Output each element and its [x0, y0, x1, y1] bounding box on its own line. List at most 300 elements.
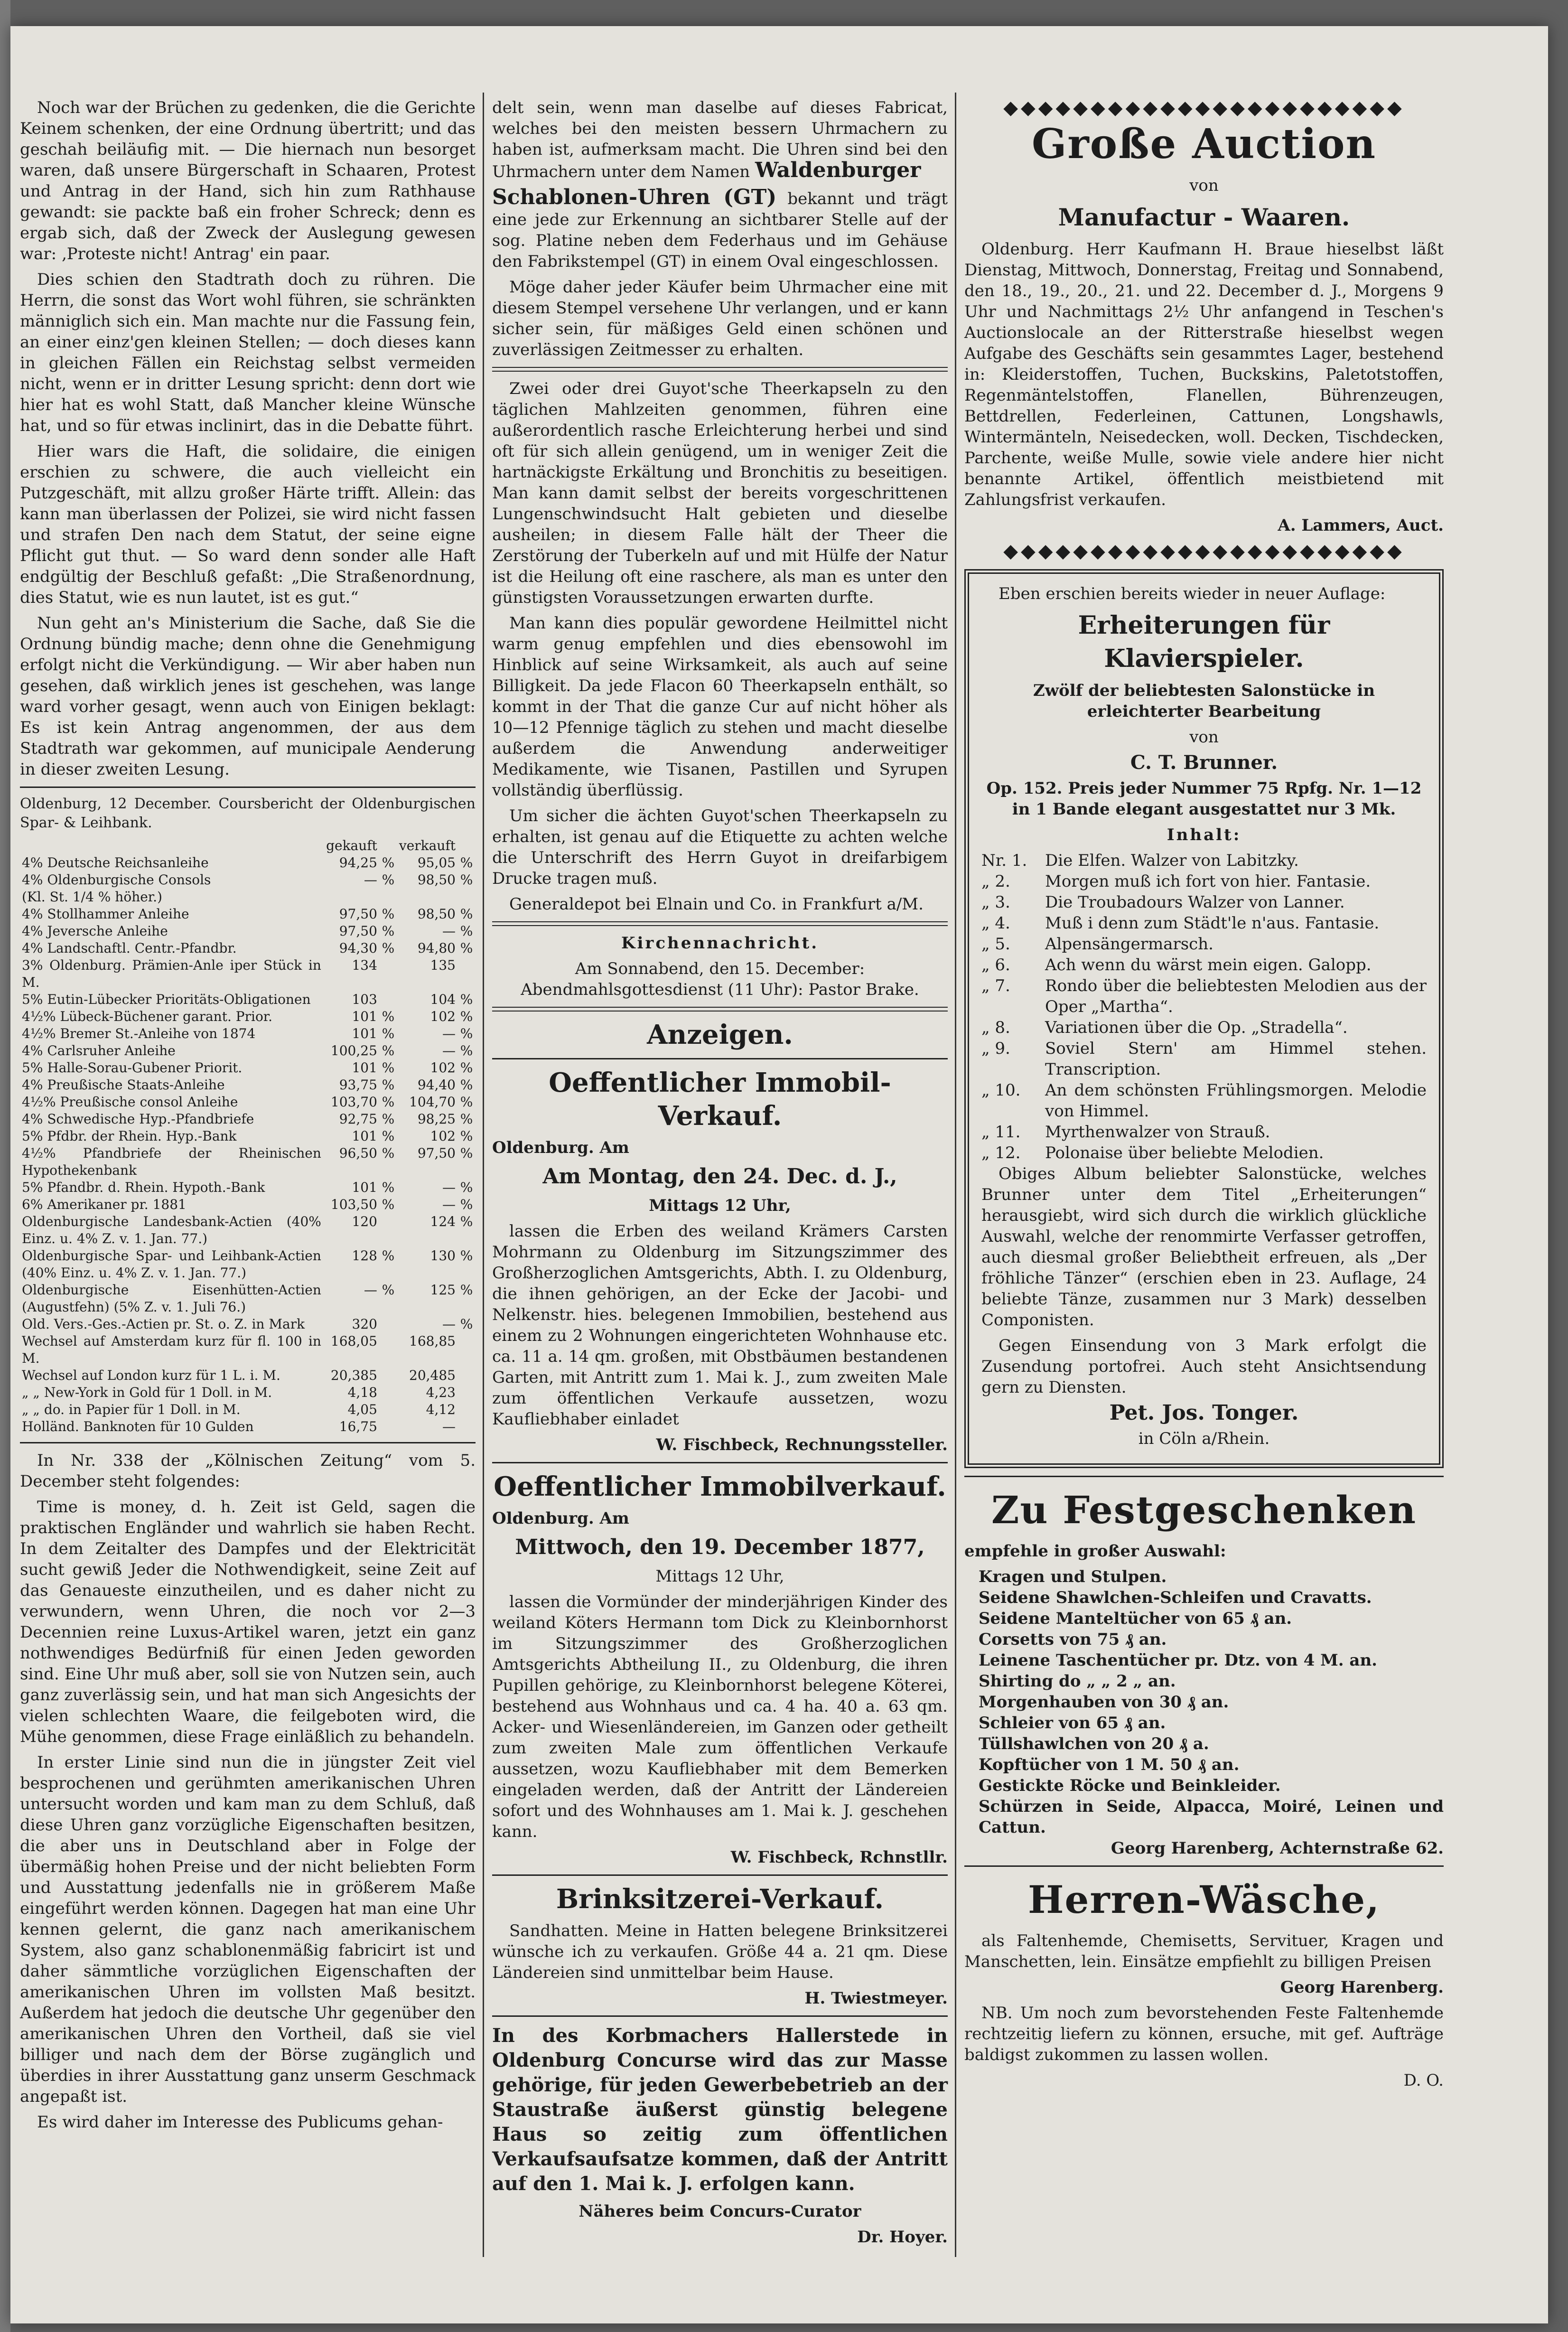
course-cell: % — [460, 1077, 473, 1093]
course-cell: 130 — [430, 1248, 456, 1264]
course-cell: 5% Eutin-Lübecker Prioritäts-Obligationen — [22, 992, 311, 1007]
course-cell: 320 — [352, 1316, 377, 1332]
course-cell: % — [460, 872, 473, 888]
piano-item-title: An dem schönsten Frühlingsmorgen. Melodie von Himmel. — [1045, 1081, 1427, 1121]
course-row — [20, 1333, 476, 1367]
course-row — [20, 1025, 476, 1042]
piano-author: C. T. Brunner. — [1130, 751, 1278, 774]
fest-items-list — [964, 1566, 1444, 1838]
course-cell — [379, 991, 397, 1008]
ad1-signature: W. Fischbeck, Rechnungssteller. — [656, 1435, 948, 1454]
piano-item-number: „ 3. — [981, 893, 1010, 912]
herren-initials: D. O. — [1403, 2071, 1444, 2090]
piano-item-number: „ 7. — [981, 976, 1010, 995]
fest-item: Seidene Manteltücher von 65 ₰ an. — [979, 1609, 1292, 1628]
divider — [492, 2015, 948, 2017]
divider — [20, 1442, 476, 1443]
article-paragraph: Nun geht an's Ministerium die Sache, daß Sie die Ordnung bündig mache; denn ohne die Genehmigung erfolgt nicht die Verkündigung. — Wir aber haben nun gesehen, daß wirklich jenes ist geschehen, was lange ward vorher gesagt, wenn auch von Einigen beklagt: Es ist kein Antrag angenommen, der aus dem Stadtrath war gekommen, auf municipale Aenderung in dieser zweiten Lesung. — [20, 614, 476, 779]
piano-item-number: „ 6. — [981, 955, 1010, 974]
fest-item: Kragen und Stulpen. — [979, 1567, 1167, 1586]
ad2-place: Oldenburg. Am — [492, 1509, 629, 1528]
course-cell — [323, 889, 379, 906]
course-cell: — — [442, 1026, 456, 1041]
course-cell: % — [460, 1316, 473, 1332]
piano-item-title: Die Troubadours Walzer von Lanner. — [1045, 893, 1345, 912]
course-row — [20, 1367, 476, 1384]
course-cell: Oldenburgische Eisenhütten-Actien (Augustfehn) (5% Z. v. 1. Juli 76.) — [22, 1282, 321, 1315]
column-1 — [20, 97, 476, 2137]
course-cell: % — [382, 906, 395, 922]
course-row — [20, 923, 476, 940]
course-cell: 101 — [352, 1060, 377, 1076]
course-cell: 168,05 — [330, 1333, 377, 1349]
course-cell: (Kl. St. 1/4 % höher.) — [22, 889, 162, 905]
divider — [492, 1007, 948, 1011]
column-rule — [955, 93, 956, 2257]
ornament-row: ◆◆◆◆◆◆◆◆◆◆◆◆◆◆◆◆◆◆◆◆◆◆◆ — [1003, 541, 1405, 562]
auction-signature: A. Lammers, Auct. — [1278, 516, 1444, 535]
piano-item — [981, 1080, 1427, 1122]
course-cell: 128 — [352, 1248, 377, 1264]
course-row — [20, 991, 476, 1008]
course-cell: % — [460, 1282, 473, 1298]
course-cell: 135 — [430, 957, 456, 973]
ad4-text: In des Korbmachers Hallerstede in Oldenburg Concurse wird das zur Masse gehörige, für jeden Gewerbebetrieb an der Staustraße äußerst günstig belegene Haus so zeitig zum öffentlichen Verkaufsaufsatze kommen, daß der Antritt auf den 1. Mai k. J. erfolgen kann. — [492, 2024, 948, 2195]
divider — [20, 787, 476, 788]
fest-signature: Georg Harenberg, Achternstraße 62. — [1111, 1839, 1444, 1858]
course-cell — [379, 1213, 397, 1247]
fest-item: Shirting do „ „ 2 „ an. — [979, 1672, 1176, 1691]
course-cell: 4,18 — [347, 1385, 377, 1400]
fest-item: Kopftücher von 1 M. 50 ₰ an. — [979, 1755, 1240, 1774]
auction-von: von — [1189, 176, 1219, 195]
course-cell: 4½% Pfandbriefe der Rheinischen Hypothekenbank — [22, 1145, 321, 1178]
course-col-bought: gekauft — [326, 838, 377, 853]
course-cell: % — [460, 1145, 473, 1161]
piano-title: Erheiterungen für Klavierspieler. — [1078, 611, 1330, 673]
guyot-paragraph: Man kann dies populär gewordene Heilmittel nicht warm genug empfehlen und dies ebensowohl im Hinblick auf seine Wirksamkeit, als auch auf seine Billigkeit. Da jede Flacon 60 Theerkapseln enthält, so kommt in der That die ganze Cur auf nicht höher als 10—12 Pfennige täglich zu stehen und macht dieselbe außerdem die Anwendung anderweitiger Medikamente, wie Tisanen, Pastillen und Syrupen vollständig überflüssig. — [492, 614, 948, 800]
course-cell: 4% Preußische Staats-Anleihe — [22, 1077, 225, 1093]
fest-title: Zu Festgeschenken — [991, 1488, 1417, 1532]
course-row — [20, 1111, 476, 1128]
course-cell: 4% Landschaftl. Centr.-Pfandbr. — [22, 940, 237, 956]
course-cell: % — [460, 1094, 473, 1110]
course-cell — [379, 1401, 397, 1418]
course-cell: 4,12 — [426, 1402, 456, 1417]
course-row — [20, 1247, 476, 1282]
piano-item — [981, 871, 1427, 892]
ad1-time: Mittags 12 Uhr, — [649, 1196, 791, 1215]
course-cell — [457, 1384, 476, 1401]
course-cell — [457, 1418, 476, 1435]
course-cell: 96,50 — [339, 1145, 377, 1161]
newspaper-page — [10, 26, 1548, 2323]
article-paragraph: Noch war der Brüchen zu gedenken, die die Gerichte Keinem schenken, der eine Ordnung übertritt; und das geschah beiläufig mit. — Die hiernach nun besorget waren, daß unsere Bürgerschaft in Schaaren, Protest und Antrag in der Hand, sich hin zum Rathhause gewandt: sie packte baß ein froher Schreck; denn es ergab sich, daß der Zweck der Auslegung gewesen war: ‚Proteste nicht! Antrag' ein paar. — [20, 98, 476, 263]
course-cell: % — [460, 1060, 473, 1076]
course-cell: 97,50 — [339, 906, 377, 922]
course-cell: % — [460, 1248, 473, 1264]
course-cell: 20,485 — [409, 1367, 456, 1383]
course-col-sold: verkauft — [399, 838, 456, 853]
course-cell: % — [460, 992, 473, 1007]
course-cell: — — [364, 872, 377, 888]
course-row — [20, 854, 476, 871]
auction-goods: Manufactur - Waaren. — [1058, 203, 1350, 231]
course-cell: 92,75 — [339, 1111, 377, 1127]
course-cell — [457, 1367, 476, 1384]
piano-item-number: Nr. 1. — [981, 851, 1027, 870]
course-row — [20, 1384, 476, 1401]
course-cell: „ „ New-York in Gold für 1 Doll. in M. — [22, 1385, 272, 1400]
divider — [492, 1874, 948, 1876]
divider — [964, 1476, 1444, 1477]
course-cell: 102 — [430, 1060, 456, 1076]
course-cell: Wechsel auf Amsterdam kurz für fl. 100 in M. — [22, 1333, 321, 1366]
course-cell: Oldenburgische Landesbank-Actien (40% Einz. u. 4% Z. v. 1. Jan. 77.) — [22, 1214, 321, 1246]
fest-item: Leinene Taschentücher pr. Dtz. von 4 M. an. — [979, 1651, 1378, 1670]
course-cell: Wechsel auf London kurz für 1 L. i. M. — [22, 1367, 280, 1383]
watch-text-continued — [492, 97, 948, 182]
course-cell: 101 — [352, 1026, 377, 1041]
column-2 — [492, 97, 948, 2252]
divider — [492, 921, 948, 926]
piano-text: Obiges Album beliebter Salonstücke, welches Brunner unter dem Titel „Erheiterungen“ herausgiebt, wird sich durch die wirklich glückliche Auswahl, welche der renommirte Verfasser getroffen, auch diesmal großer Beliebtheit erfreuen, als „Der fröhliche Tänzer“ (erschien eben in 23. Auflage, 24 beliebte Tänze, zusammen nur 3 Mark) desselben Componisten. — [981, 1164, 1427, 1330]
piano-item-title: Variationen über die Op. „Stradella“. — [1045, 1018, 1348, 1037]
course-cell: 168,85 — [409, 1333, 456, 1349]
course-cell: 94,25 — [339, 855, 377, 871]
course-cell: 98,50 — [417, 906, 456, 922]
piano-item — [981, 850, 1427, 871]
course-cell: 3% Oldenburg. Prämien-Anle iper Stück in M. — [22, 957, 321, 990]
watch-text-a: delt sein, wenn man daselbe auf dieses Fabricat, welches bei den meisten bessern Uhrmachern zu haben ist, aufmerksam macht. Die Uhren sind bei den Uhrmachern unter dem Namen — [492, 98, 948, 181]
piano-item — [981, 913, 1427, 934]
course-cell: % — [382, 855, 395, 871]
fest-item: Seidene Shawlchen-Schleifen und Cravatts. — [979, 1588, 1372, 1607]
course-row — [20, 1401, 476, 1418]
piano-publisher: Pet. Jos. Tonger. — [1109, 1401, 1299, 1425]
guyot-paragraph: Zwei oder drei Guyot'sche Theerkapseln zu den täglichen Mahlzeiten genommen, führen eine außerordentlich rasche Erleichterung herbei und sind oft für sich allein genügend, um in weniger Zeit die hartnäckigste Erkältung und Bronchitis zu beseitigen. Man kann damit selbst der bereits vorgeschrittenen Lungenschwindsucht Halt gebieten und dieselbe ausheilen; in diesem Falle hält der Theer die Zerstörung der Tuberkeln auf und mit Hülfe der Natur ist die Heilung oft eine raschere, als man es unter den günstigsten Voraussetzungen erwarten durfte. — [492, 379, 948, 607]
course-cell: 100,25 — [330, 1043, 377, 1058]
course-cell — [379, 1316, 397, 1333]
course-cell — [379, 1367, 397, 1384]
course-cell: % — [382, 1197, 395, 1212]
article-paragraph: Hier wars die Haft, die solidaire, die einigen erschien zu schwere, die auch vielleicht ein Putzgeschäft, mit allzu großer Härte trifft. Allein: das kann man überlassen der Polizei, sie wird nicht fassen und strafen Den nach dem Statut, der seine eigne Pflicht gut thut. — So ward denn sonder alle Haft endgültig der Beschluß gefaßt: „Die Straßenordnung, dies Statut, wie es nun lautet, ist es gut.“ — [20, 442, 476, 607]
course-cell — [397, 889, 457, 906]
herren-signature: Georg Harenberg. — [1280, 1978, 1444, 1997]
watch-brand-title: Schablonen-Uhren (GT) — [492, 185, 777, 209]
piano-item-title: Die Elfen. Walzer von Labitzky. — [1045, 851, 1299, 870]
course-row — [20, 1042, 476, 1059]
watch-article-paragraph: In Nr. 338 der „Kölnischen Zeitung“ vom 5. December steht folgendes: — [20, 1451, 476, 1491]
course-cell: % — [382, 872, 395, 888]
course-cell: 120 — [352, 1214, 377, 1229]
course-cell: % — [460, 1197, 473, 1212]
course-cell: 20,385 — [330, 1367, 377, 1383]
course-cell: % — [382, 1282, 395, 1298]
guyot-paragraph: Generaldepot bei Elnain und Co. in Frankfurt a/M. — [509, 895, 924, 914]
course-cell: 5% Halle-Sorau-Gubener Priorit. — [22, 1060, 243, 1076]
ad1-date: Am Montag, den 24. Dec. d. J., — [542, 1164, 897, 1189]
piano-item-number: „ 8. — [981, 1018, 1010, 1037]
piano-item-title: Muß i denn zum Städt'le n'aus. Fantasie. — [1045, 914, 1380, 933]
ad1-title: Oeffentlicher Immobil-Verkauf. — [549, 1067, 891, 1132]
course-cell: 95,05 — [417, 855, 456, 871]
course-row — [20, 906, 476, 923]
course-cell: Holländ. Banknoten für 10 Gulden — [22, 1419, 254, 1434]
column-3 — [964, 97, 1444, 2096]
course-cell: 104,70 — [409, 1094, 456, 1110]
course-cell: % — [382, 1077, 395, 1093]
course-cell: % — [382, 1060, 395, 1076]
article-paragraph: Dies schien den Stadtrath doch zu rühren. Die Herrn, die sonst das Wort wohl führen, sie schränkten männiglich sich ein. Man machte nur die Fassung fein, an einer einz'gen kleinen Stellen; — doch dieses kann in gleichen Fällen ein Reichstag selbst vermeiden nicht, wenn er in dritter Lesung spricht: denn dort wie hier hat es wohl Statt, daß Mancher kleine Wünsche hat, und so für etwas inclinirt, das in die Debatte führt. — [20, 270, 476, 435]
course-row — [20, 957, 476, 991]
course-cell: % — [460, 923, 473, 939]
ad4-subline: Näheres beim Concurs-Curator — [579, 2202, 861, 2221]
watch-article-paragraph: In erster Linie sind nun die in jüngster Zeit viel besprochenen und gerühmten amerikanischen Uhren untersucht worden und kam man zu dem Schluß, daß diese Uhren ganz vorzügliche Eigenschaften besitzen, die aber uns in Deutschland aber in Folge der übermäßig hohen Preise und der nicht beliebten Form und Ausstattung jedenfalls nie in größerem Maße eingeführt werden können. Dagegen hat man eine Uhr kennen gelernt, die ganz nach amerikanischem System, also ganz schablonenmäßig fabricirt ist und daher sämmtliche vorzüglichen Eigenschaften der amerikanischen Uhren im vollsten Maß besitzt. Außerdem hat jedoch die deutsche Uhr gegenüber den amerikanischen Uhren den Vortheil, daß sie viel billiger und nach dem der Börse zugänglich und überdies in ihrer Ausstattung ganz unserm Geschmack angepaßt ist. — [20, 1753, 476, 2106]
course-cell: 4½% Lübeck-Büchener garant. Prior. — [22, 1009, 273, 1024]
course-cell — [457, 889, 476, 906]
herren-text: als Faltenhemde, Chemisetts, Servituer, Kragen und Manschetten, lein. Einsätze empfiehlt zu billigen Preisen — [964, 1931, 1444, 1971]
course-row — [20, 1282, 476, 1316]
fest-item: Schürzen in Seide, Alpacca, Moiré, Leinen und Cattun. — [979, 1797, 1444, 1837]
course-cell: % — [382, 1009, 395, 1024]
course-cell — [379, 1333, 397, 1367]
piano-item — [981, 1143, 1427, 1163]
piano-item — [981, 1017, 1427, 1038]
course-row — [20, 940, 476, 957]
fest-intro: empfehle in großer Auswahl: — [964, 1542, 1226, 1561]
course-cell: 6% Amerikaner pr. 1881 — [22, 1197, 187, 1212]
course-cell: % — [460, 1026, 473, 1041]
course-cell: 94,40 — [417, 1077, 456, 1093]
course-cell: 124 — [430, 1214, 456, 1229]
piano-item-number: „ 12. — [981, 1143, 1021, 1162]
divider — [492, 367, 948, 372]
course-cell — [457, 957, 476, 991]
course-cell: 4½% Preußische consol Anleihe — [22, 1094, 238, 1110]
course-cell — [379, 1418, 397, 1435]
course-cell: 103,70 — [330, 1094, 377, 1110]
herren-nb: NB. Um noch zum bevorstehenden Feste Faltenhemde rechtzeitig liefern zu können, ersuche, mit gef. Aufträge baldigst zukommen zu lassen wollen. — [964, 2004, 1444, 2064]
course-cell: 101 — [352, 1009, 377, 1024]
piano-contents-heading: Inhalt: — [1167, 825, 1241, 844]
course-cell: 5% Pfandbr. d. Rhein. Hypoth.-Bank — [22, 1180, 265, 1195]
course-cell: 98,25 — [417, 1111, 456, 1127]
course-cell: 103,50 — [330, 1197, 377, 1212]
course-cell: 97,50 — [339, 923, 377, 939]
course-cell: % — [460, 1180, 473, 1195]
course-cell: 134 — [352, 957, 377, 973]
piano-item-title: Myrthenwalzer von Strauß. — [1045, 1123, 1270, 1142]
divider — [964, 1865, 1444, 1867]
course-cell — [379, 957, 397, 991]
course-cell: % — [382, 1094, 395, 1110]
course-row — [20, 1179, 476, 1196]
course-cell: — — [442, 1316, 456, 1332]
course-cell: — — [364, 1282, 377, 1298]
course-row — [20, 1077, 476, 1094]
course-cell: % — [382, 1248, 395, 1264]
course-cell: — — [442, 1043, 456, 1058]
course-cell: 94,80 — [417, 940, 456, 956]
ad1-text: lassen die Erben des weiland Krämers Carsten Mohrmann zu Oldenburg im Sitzungszimmer des Großherzoglichen Amtsgerichts, Abth. I. zu Oldenburg, die ihnen gehörigen, an der Ecke der Jacobi- und Nelkenstr. hies. belegenen Immobilien, bestehend aus einem zu 2 Wohnungen eingerichteten Wohnhause etc. ca. 11 a. 14 qm. großen, mit Obstbäumen bestandenen Garten, mit Antritt zum 1. Mai k. J., zum zweiten Male zum öffentlichen Verkaufe aussetzen, wozu Kaufliebhaber einladet — [492, 1222, 948, 1429]
course-cell — [457, 1333, 476, 1367]
church-heading: Kirchennachricht. — [621, 934, 819, 953]
course-cell: % — [460, 1009, 473, 1024]
course-cell: 4% Stollhammer Anleihe — [22, 906, 189, 922]
piano-item-number: „ 10. — [981, 1081, 1021, 1100]
divider — [492, 1058, 948, 1059]
piano-item — [981, 934, 1427, 955]
course-row — [20, 1008, 476, 1025]
church-text: Am Sonnabend, den 15. December: Abendmahlsgottesdienst (11 Uhr): Pastor Brake. — [521, 959, 919, 999]
guyot-paragraph: Um sicher die ächten Guyot'schen Theerkapseln zu erhalten, ist genau auf die Etiquette zu achten welche die Unterschrift des Herrn Guyot in dreifarbigem Drucke tragen muß. — [492, 806, 948, 888]
course-row — [20, 1128, 476, 1145]
course-cell: Old. Vers.-Ges.-Actien pr. St. o. Z. in Mark — [22, 1316, 305, 1332]
ad1-place: Oldenburg. Am — [492, 1138, 629, 1157]
piano-item-title: Rondo über die beliebtesten Melodien aus der Oper „Martha“. — [1045, 976, 1427, 1016]
ad2-date: Mittwoch, den 19. December 1877, — [515, 1535, 925, 1559]
piano-subtitle: Zwölf der beliebtesten Salonstücke in erleichterter Bearbeitung — [1033, 681, 1375, 721]
course-cell: % — [460, 1128, 473, 1144]
piano-item — [981, 1122, 1427, 1143]
ad2-signature: W. Fischbeck, Rchnstllr. — [730, 1848, 948, 1867]
course-cell: % — [382, 1180, 395, 1195]
course-row — [20, 1094, 476, 1111]
course-cell: % — [382, 940, 395, 956]
course-cell: % — [460, 1214, 473, 1229]
piano-price: Op. 152. Preis jeder Nummer 75 Rpfg. Nr. 1—12 in 1 Bande elegant ausgestattet nur 3 Mk. — [986, 779, 1422, 819]
fest-item: Morgenhauben von 30 ₰ an. — [979, 1693, 1229, 1712]
ad3-text: Sandhatten. Meine in Hatten belegene Brinksitzerei wünsche ich zu verkaufen. Größe 44 a. 21 qm. Diese Ländereien sind unmittelbar beim Hause. — [492, 1921, 948, 1982]
course-row — [20, 871, 476, 889]
course-cell: 94,30 — [339, 940, 377, 956]
piano-place: in Cöln a/Rhein. — [1138, 1429, 1270, 1448]
course-cell: % — [460, 855, 473, 871]
course-cell: 101 — [352, 1128, 377, 1144]
herren-title: Herren-Wäsche, — [1027, 1877, 1381, 1922]
course-cell: 97,50 — [417, 1145, 456, 1161]
course-row — [20, 1059, 476, 1077]
course-row — [20, 1213, 476, 1247]
course-heading: Oldenburg, 12 December. Coursbericht der Oldenburgischen Spar- & Leihbank. — [20, 796, 476, 831]
ornament-row: ◆◆◆◆◆◆◆◆◆◆◆◆◆◆◆◆◆◆◆◆◆◆◆ — [1003, 97, 1405, 118]
course-cell: % — [460, 940, 473, 956]
course-cell — [379, 889, 397, 906]
course-cell: 102 — [430, 1128, 456, 1144]
piano-von: von — [1189, 728, 1219, 747]
fest-item: Schleier von 65 ₰ an. — [979, 1714, 1166, 1733]
course-cell: 98,50 — [417, 872, 456, 888]
auction-text: Oldenburg. Herr Kaufmann H. Braue hieselbst läßt Dienstag, Mittwoch, Donnerstag, Freitag und Sonnabend, den 18., 19., 20., 21. und 22. December d. J., Morgens 9 Uhr und Nachmittags 2½ Uhr anfangend in Teschen's Auctionslocale an der Ritterstraße hieselbst wegen Aufgabe des Geschäfts sein gesammtes Lager, bestehend in: Kleiderstoffen, Tuchen, Buckskins, Paletotstoffen, Regenmäntelstoffen, Flanellen, Bührenzeugen, Bettdrellen, Federleinen, Cattunen, Longshawls, Wintermänteln, Neisedecken, woll. Decken, Tischdecken, Parchente, weiße Mulle, sowie viele andere hier nicht benannte Artikel, öffentlich meistbietend mit Zahlungsfrist verkaufen. — [964, 240, 1444, 509]
course-cell: 4,05 — [347, 1402, 377, 1417]
course-cell: % — [460, 1043, 473, 1058]
course-cell: 4% Schwedische Hyp.-Pfandbriefe — [22, 1111, 254, 1127]
column-rule — [483, 93, 484, 2257]
piano-text2: Gegen Einsendung von 3 Mark erfolgt die Zusendung portofrei. Auch steht Ansichtsendung gern zu Diensten. — [981, 1336, 1427, 1397]
piano-contents-list — [981, 850, 1427, 1163]
piano-item — [981, 892, 1427, 913]
piano-item-title: Ach wenn du wärst mein eigen. Galopp. — [1045, 955, 1372, 974]
course-cell: 16,75 — [339, 1419, 377, 1434]
course-cell: 5% Pfdbr. der Rhein. Hyp.-Bank — [22, 1128, 237, 1144]
ad3-title: Brinksitzerei-Verkauf. — [556, 1883, 884, 1915]
course-cell: 4% Deutsche Reichsanleihe — [22, 855, 209, 871]
course-cell — [457, 1401, 476, 1418]
piano-item-number: „ 5. — [981, 935, 1010, 954]
piano-ad-frame — [964, 569, 1444, 1468]
course-cell: % — [382, 1026, 395, 1041]
course-row — [20, 1418, 476, 1435]
course-cell: % — [460, 906, 473, 922]
piano-item-number: „ 11. — [981, 1123, 1021, 1142]
course-row — [20, 1316, 476, 1333]
course-row — [20, 1196, 476, 1213]
ad2-text: lassen die Vormünder der minderjährigen Kinder des weiland Köters Hermann tom Dick zu Kleinbornhorst im Sitzungszimmer des Großherzoglichen Amtsgerichts Abtheilung II., zu Oldenburg, die ihren Pupillen gehörige, zu Kleinbornhorst belegene Köterei, bestehend aus Wohnhaus und ca. 4 ha. 40 a. 63 qm. Acker- und Wiesenländereien, im Ganzen oder getheilt zum zweiten Male zum öffentlichen Verkaufe aussetzen, wozu Kaufliebhaber mit dem Bemerken eingeladen werden, daß der Antritt der Ländereien sofort und des Wohnhauses am 1. Mai k. J. geschehen kann. — [492, 1592, 948, 1841]
course-cell: % — [382, 923, 395, 939]
course-table — [20, 837, 476, 1435]
course-row — [20, 889, 476, 906]
course-cell: 4,23 — [426, 1385, 456, 1400]
scan-left-edge — [0, 0, 10, 2332]
watch-text-b: bekannt und trägt eine jede zur Erkennung an sichtbarer Stelle auf der sog. Platine neben dem Federhaus und im Gehäuse den Fabrikstempel (GT) in einem Oval eingeschlossen. — [492, 189, 948, 271]
ad2-title: Oeffentlicher Immobilverkauf. — [494, 1471, 946, 1502]
fest-item: Tüllshawlchen von 20 ₰ a. — [979, 1734, 1209, 1753]
fest-item: Gestickte Röcke und Beinkleider. — [979, 1776, 1281, 1795]
course-cell: — — [442, 1419, 456, 1434]
ad4-signature: Dr. Hoyer. — [857, 2228, 948, 2247]
divider — [492, 1462, 948, 1463]
watch-brand-name: Waldenburger — [755, 158, 921, 182]
course-cell: 102 — [430, 1009, 456, 1024]
course-cell: 4½% Bremer St.-Anleihe von 1874 — [22, 1026, 256, 1041]
piano-item — [981, 955, 1427, 975]
course-cell: % — [382, 1128, 395, 1144]
course-cell: % — [382, 1145, 395, 1161]
piano-item-title: Alpensängermarsch. — [1045, 935, 1213, 954]
course-cell: — — [442, 923, 456, 939]
course-cell: 104 — [430, 992, 456, 1007]
ad2-time: Mittags 12 Uhr, — [655, 1567, 784, 1586]
course-cell: 4% Jeversche Anleihe — [22, 923, 168, 939]
course-cell: % — [382, 1043, 395, 1058]
course-cell: „ „ do. in Papier für 1 Doll. in M. — [22, 1402, 241, 1417]
course-cell: 4% Oldenburgische Consols — [22, 872, 211, 888]
watch-text-c: Möge daher jeder Käufer beim Uhrmacher eine mit diesem Stempel versehene Uhr verlangen, und er kann sicher sein, für mäßiges Geld einen schönen und zuverlässigen Zeitmesser zu erhalten. — [492, 278, 948, 359]
piano-item-title: Polonaise über beliebte Melodien. — [1045, 1143, 1324, 1162]
ads-heading: Anzeigen. — [647, 1019, 793, 1050]
auction-title: Große Auction — [1031, 120, 1376, 168]
course-cell: % — [382, 1111, 395, 1127]
piano-item-title: Soviel Stern' am Himmel stehen. Transcription. — [1045, 1039, 1427, 1079]
course-cell: 93,75 — [339, 1077, 377, 1093]
fest-item: Corsetts von 75 ₰ an. — [979, 1630, 1167, 1649]
piano-intro: Eben erschien bereits wieder in neuer Auflage: — [999, 584, 1386, 603]
course-row — [20, 1145, 476, 1179]
course-cell: 125 — [430, 1282, 456, 1298]
course-cell: % — [460, 1111, 473, 1127]
piano-item — [981, 1038, 1427, 1080]
piano-item-title: Morgen muß ich fort von hier. Fantasie. — [1045, 872, 1371, 891]
course-cell: — — [442, 1180, 456, 1195]
watch-article-paragraph: Time is money, d. h. Zeit ist Geld, sagen die praktischen Engländer und wahrlich sie haben Recht. In dem Zeitalter des Dampfes und der Elektricität sucht gewiß Jeder die Nothwendigkeit, seine Zeit auf das Genaueste einzutheilen, und es daher nicht zu verwundern, wenn Uhren, die noch vor 2—3 Decennien reine Luxus-Artikel waren, jetzt ein ganz nothwendiges Bedürfniß für einen Jeden geworden sind. Eine Uhr muß aber, soll sie von Nutzen sein, auch ganz zuverlässig sein, und hat man sich Angesichts der vielen schlechten Waare, die feilgeboten wird, die Mühe genommen, diese Frage einläßlich zu behandeln. — [20, 1498, 476, 1746]
course-cell: 103 — [352, 992, 377, 1007]
course-cell: 101 — [352, 1180, 377, 1195]
piano-item-number: „ 2. — [981, 872, 1010, 891]
watch-article-paragraph: Es wird daher im Interesse des Publicums gehan- — [37, 2113, 443, 2132]
course-cell: 4% Carlsruher Anleihe — [22, 1043, 176, 1058]
piano-item-number: „ 9. — [981, 1039, 1010, 1058]
